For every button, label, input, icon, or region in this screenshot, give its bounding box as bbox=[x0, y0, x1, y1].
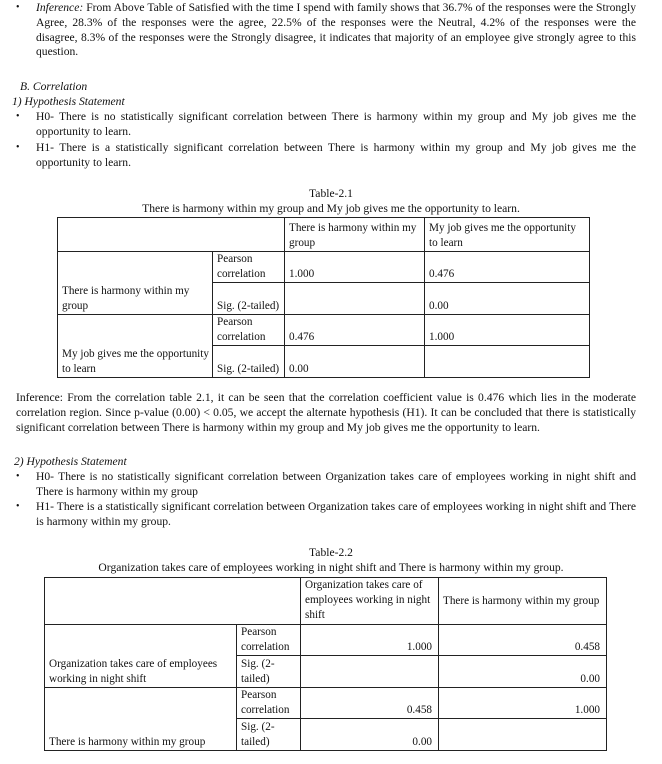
h0-text-1: H0- There is no statistically significant correlation between There is harmony within my group and My job gives me the opportunity to learn. bbox=[36, 110, 636, 138]
table-cell: 0.00 bbox=[425, 283, 590, 315]
table-cell: 0.00 bbox=[301, 719, 439, 751]
table-2-row-header: Organization takes care of employees working in night shift bbox=[45, 625, 237, 688]
h0-text-2: H0- There is no statistically significant correlation between Organization takes care of employees working in night shift and There is harmony within my group bbox=[36, 470, 636, 498]
bullet-icon: • bbox=[16, 142, 20, 153]
table-cell: 1.000 bbox=[439, 688, 607, 719]
inference-1-text bbox=[36, 1, 636, 60]
table-1-number: Table-2.1 bbox=[309, 187, 353, 200]
pearson-label: Pearson correlation bbox=[213, 252, 285, 283]
table-2-title: Organization takes care of employees working in night shift and There is harmony within my group. bbox=[98, 561, 564, 574]
table-cell: 0.00 bbox=[439, 656, 607, 688]
pearson-label: Pearson correlation bbox=[237, 688, 301, 719]
bullet-icon: • bbox=[16, 501, 20, 512]
table-1-row-header: My job gives me the opportunity to learn bbox=[58, 315, 213, 378]
bullet-icon: • bbox=[16, 111, 20, 122]
table-cell bbox=[439, 719, 607, 751]
h1-text-2: H1- There is a statistically significant correlation between Organization takes care of employees working in night shift and There is harmony within my group. bbox=[36, 500, 636, 528]
table-1-col-header: My job gives me the opportunity to learn bbox=[425, 218, 590, 252]
table-cell: 0.476 bbox=[285, 315, 425, 346]
table-cell: 1.000 bbox=[285, 252, 425, 283]
inference-2: Inference: From the correlation table 2.1, it can be seen that the correlation coefficient value is 0.476 which lies in the moderate correlation region. Since p-value (0.00) < 0.05, we accept the alternate hypothesis (H1). It can be concluded that there is statistically significant correlation between There is harmony within my group and My job gives me the opportunity to learn. bbox=[16, 391, 636, 434]
pearson-label: Pearson correlation bbox=[213, 315, 285, 346]
correlation-table-1 bbox=[57, 217, 590, 378]
h1-text-1: H1- There is a statistically significant correlation between There is harmony within my group and My job gives me the opportunity to learn. bbox=[36, 141, 636, 169]
table-cell: 1.000 bbox=[425, 315, 590, 346]
correlation-table-2 bbox=[44, 577, 607, 751]
section-heading: B. Correlation bbox=[20, 80, 88, 93]
pearson-label: Pearson correlation bbox=[237, 625, 301, 656]
table-cell: 0.476 bbox=[425, 252, 590, 283]
table-2-number: Table-2.2 bbox=[309, 546, 353, 559]
table-cell: 0.458 bbox=[439, 625, 607, 656]
hypothesis-2-title: 2) Hypothesis Statement bbox=[14, 455, 127, 468]
table-cell bbox=[285, 283, 425, 315]
bullet-icon: • bbox=[16, 2, 20, 13]
table-2-col-header: Organization takes care of employees working in night shift bbox=[301, 578, 439, 625]
table-2-row-header: There is harmony within my group bbox=[45, 688, 237, 751]
table-cell: 0.458 bbox=[301, 688, 439, 719]
sig-label: Sig. (2-tailed) bbox=[237, 656, 301, 688]
table-cell bbox=[301, 656, 439, 688]
sig-label: Sig. (2-tailed) bbox=[213, 346, 285, 378]
table-1-corner bbox=[58, 218, 285, 252]
table-2-corner bbox=[45, 578, 301, 625]
bullet-icon: • bbox=[16, 471, 20, 482]
sig-label: Sig. (2-tailed) bbox=[213, 283, 285, 315]
table-1-row-header: There is harmony within my group bbox=[58, 252, 213, 315]
hypothesis-1-title: 1) Hypothesis Statement bbox=[12, 95, 125, 108]
table-cell: 0.00 bbox=[285, 346, 425, 378]
table-cell: 1.000 bbox=[301, 625, 439, 656]
inference-body: From Above Table of Satisfied with the time I spend with family shows that 36.7% of the responses were the Strongly Agree, 28.3% of the responses were the agree, 22.5% of the responses were the Neutral, 4.2% of the responses were the disagree, 8.3% of the responses were the Strongly disagree, it indicates that majority of an employee give strongly agree to this question. bbox=[36, 1, 636, 59]
table-1-title: There is harmony within my group and My job gives me the opportunity to learn. bbox=[142, 202, 520, 215]
sig-label: Sig. (2-tailed) bbox=[237, 719, 301, 751]
table-cell bbox=[425, 346, 590, 378]
table-2-col-header: There is harmony within my group bbox=[439, 578, 607, 625]
inference-label: Inference: bbox=[36, 1, 84, 14]
table-1-col-header: There is harmony within my group bbox=[285, 218, 425, 252]
